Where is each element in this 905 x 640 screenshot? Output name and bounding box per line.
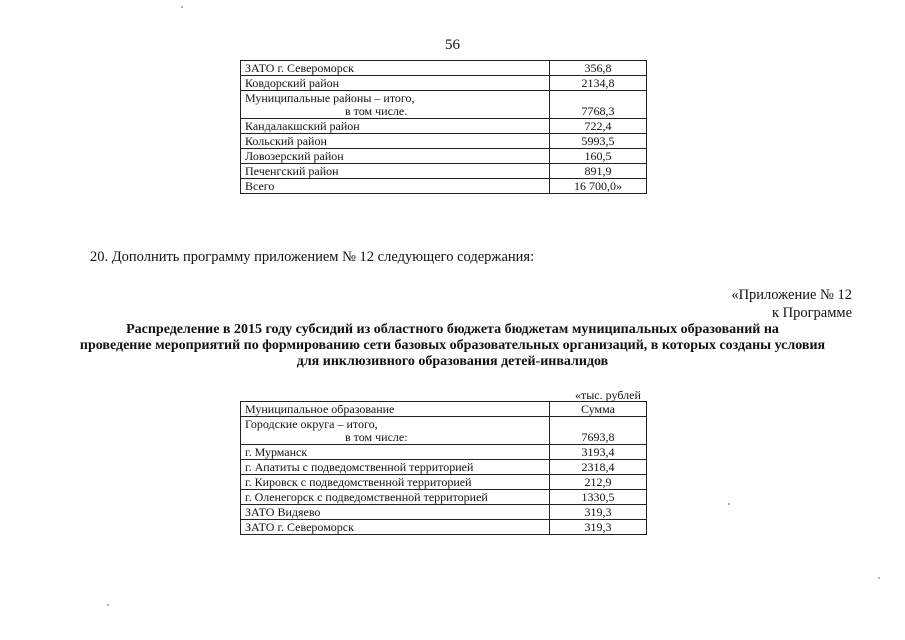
- scan-speck: [728, 503, 730, 505]
- municipality-cell: Ловозерский район: [241, 149, 550, 164]
- column-header-amount: Сумма: [550, 402, 647, 417]
- municipality-cell: Ковдорский район: [241, 76, 550, 91]
- amount-cell: 891,9: [550, 164, 647, 179]
- table-row: [241, 119, 647, 134]
- amount-cell: 7768,3: [550, 91, 647, 119]
- table-row: [241, 445, 647, 460]
- municipality-cell: г. Апатиты с подведомственной территорией: [241, 460, 550, 475]
- municipality-cell: г. Мурманск: [241, 445, 550, 460]
- scan-speck: [181, 6, 183, 8]
- units-label: «тыс. рублей: [575, 388, 641, 402]
- title-line: проведение мероприятий по формированию сети базовых образовательных организаций, в которых созданы условия: [79, 338, 826, 353]
- table-row: [241, 520, 647, 535]
- amount-cell: 319,3: [550, 505, 647, 520]
- appendix-subtitle: к Программе: [771, 305, 852, 321]
- municipality-cell: [241, 417, 550, 445]
- allocation-table-continued: [240, 60, 647, 194]
- municipality-cell: ЗАТО г. Североморск: [241, 520, 550, 535]
- amount-cell: 2134,8: [550, 76, 647, 91]
- amount-cell: 3193,4: [550, 445, 647, 460]
- amount-cell: 16 700,0»: [550, 179, 647, 194]
- amount-cell: 2318,4: [550, 460, 647, 475]
- municipality-cell: г. Оленегорск с подведомственной территорией: [241, 490, 550, 505]
- title-line: для инклюзивного образования детей-инвалидов: [296, 354, 609, 369]
- table-row: [241, 164, 647, 179]
- municipality-cell: ЗАТО Видяево: [241, 505, 550, 520]
- municipality-cell: г. Кировск с подведомственной территорией: [241, 475, 550, 490]
- page-number: 56: [445, 37, 460, 53]
- title-line: Распределение в 2015 году субсидий из областного бюджета бюджетам муниципальных образований на: [126, 322, 779, 337]
- municipality-subtext: в том числе.: [345, 104, 408, 118]
- municipality-name: Муниципальные районы – итого,: [245, 91, 415, 105]
- table-row: [241, 505, 647, 520]
- scan-speck: [107, 604, 109, 606]
- amount-cell: 356,8: [550, 61, 647, 76]
- amount-cell: 722,4: [550, 119, 647, 134]
- table-row: [241, 91, 647, 119]
- subsidy-allocation-table: [240, 401, 647, 535]
- amount-cell: 212,9: [550, 475, 647, 490]
- table-row: [241, 460, 647, 475]
- table-header-row: [241, 402, 647, 417]
- municipality-cell: Всего: [241, 179, 550, 194]
- table-row: [241, 134, 647, 149]
- amount-cell: 5993,5: [550, 134, 647, 149]
- document-title: [30, 322, 875, 370]
- municipality-cell: Кольский район: [241, 134, 550, 149]
- appendix-label: «Приложение № 12: [731, 287, 852, 303]
- amount-cell: 319,3: [550, 520, 647, 535]
- table-row: [241, 76, 647, 91]
- amount-cell: 1330,5: [550, 490, 647, 505]
- table-row: [241, 61, 647, 76]
- municipality-cell: Кандалакшский район: [241, 119, 550, 134]
- table-row: [241, 490, 647, 505]
- municipality-subtext: в том числе:: [345, 430, 408, 444]
- municipality-cell: [241, 91, 550, 119]
- scan-speck: [878, 577, 880, 579]
- municipality-cell: ЗАТО г. Североморск: [241, 61, 550, 76]
- table-row-total: [241, 179, 647, 194]
- amendment-paragraph: 20. Дополнить программу приложением № 12 следующего содержания:: [90, 249, 535, 265]
- table-row: [241, 475, 647, 490]
- table-row: [241, 417, 647, 445]
- amount-cell: 7693,8: [550, 417, 647, 445]
- table-row: [241, 149, 647, 164]
- column-header-municipality: Муниципальное образование: [241, 402, 550, 417]
- municipality-name: Городские округа – итого,: [245, 417, 378, 431]
- municipality-cell: Печенгский район: [241, 164, 550, 179]
- amount-cell: 160,5: [550, 149, 647, 164]
